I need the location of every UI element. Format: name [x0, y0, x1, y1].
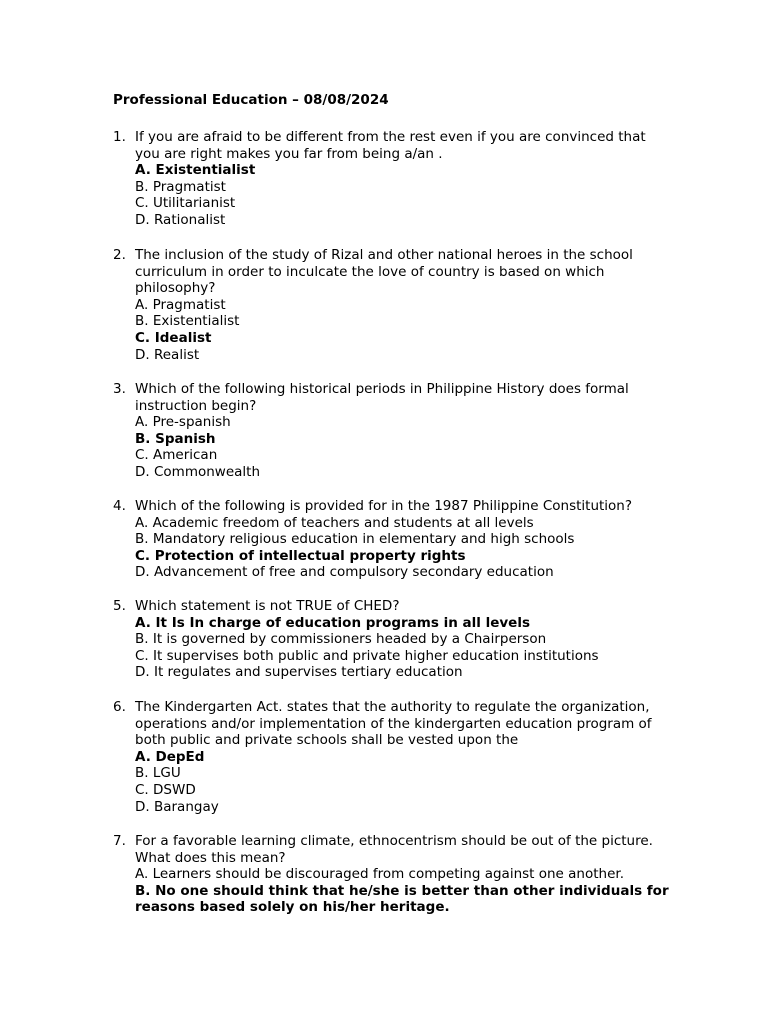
answer-option-a: A. It Is In charge of education programs in all levels	[135, 614, 530, 631]
question-text: For a favorable learning climate, ethnocentrism should be out of the picture. What does this mean?	[135, 833, 653, 866]
answer-option-a: A. Learners should be discouraged from competing against one another.	[135, 866, 624, 883]
question-number: 2.	[113, 247, 126, 263]
answer-option-b: B. Pragmatist	[135, 178, 226, 195]
answer-option-d: D. Rationalist	[135, 211, 226, 228]
answer-option-c: C. Idealist	[135, 329, 212, 346]
question-number: 5.	[113, 598, 126, 614]
answer-option-c: C. DSWD	[135, 781, 196, 798]
answer-option-b: B. Mandatory religious education in elementary and high schools	[135, 531, 575, 548]
answer-option-b: B. Existentialist	[135, 313, 240, 330]
answer-option-d: D. Barangay	[135, 798, 219, 815]
question-5	[113, 598, 673, 681]
answer-option-a: A. Academic freedom of teachers and students at all levels	[135, 514, 534, 531]
question-text: Which of the following is provided for in the 1987 Philippine Constitution?	[135, 498, 633, 514]
question-1	[113, 129, 673, 229]
question-3	[113, 381, 673, 481]
question-4	[113, 498, 673, 581]
answer-option-c: C. Utilitarianist	[135, 195, 236, 212]
answer-option-a: A. DepEd	[135, 748, 205, 765]
answer-option-b: B. No one should think that he/she is better than other individuals for reasons based solely on his/her heritage.	[135, 882, 669, 916]
answer-option-d: D. It regulates and supervises tertiary education	[135, 664, 463, 681]
answer-option-a: A. Pre-spanish	[135, 414, 231, 431]
answer-option-d: D. Commonwealth	[135, 463, 261, 480]
question-number: 6.	[113, 699, 126, 715]
question-text: If you are afraid to be different from the rest even if you are convinced that you are right makes you far from being a/an .	[135, 129, 646, 162]
answer-option-c: C. American	[135, 447, 218, 464]
question-2	[113, 247, 673, 363]
answer-option-c: C. It supervises both public and private higher education institutions	[135, 647, 599, 664]
answer-option-d: D. Realist	[135, 346, 200, 363]
answer-option-b: B. Spanish	[135, 430, 216, 447]
question-number: 3.	[113, 381, 126, 397]
question-text: Which statement is not TRUE of CHED?	[135, 598, 400, 614]
question-7	[113, 833, 673, 916]
page-title: Professional Education – 08/08/2024	[113, 92, 389, 108]
question-6	[113, 699, 673, 815]
answer-option-b: B. It is governed by commissioners headed by a Chairperson	[135, 631, 547, 648]
answer-option-d: D. Advancement of free and compulsory secondary education	[135, 564, 554, 581]
question-number: 1.	[113, 129, 126, 145]
answer-option-b: B. LGU	[135, 765, 181, 782]
answer-option-a: A. Existentialist	[135, 162, 256, 179]
question-text: The Kindergarten Act. states that the authority to regulate the organization, operations and/or implementation of the kindergarten education program of both public and private schools shall be vested upon the	[135, 699, 652, 749]
question-number: 4.	[113, 498, 126, 514]
answer-option-c: C. Protection of intellectual property rights	[135, 547, 466, 564]
question-text: The inclusion of the study of Rizal and other national heroes in the school curriculum in order to inculcate the love of country is based on which philosophy?	[135, 247, 633, 297]
question-number: 7.	[113, 833, 126, 849]
answer-option-a: A. Pragmatist	[135, 296, 226, 313]
question-text: Which of the following historical periods in Philippine History does formal instruction begin?	[135, 381, 629, 414]
